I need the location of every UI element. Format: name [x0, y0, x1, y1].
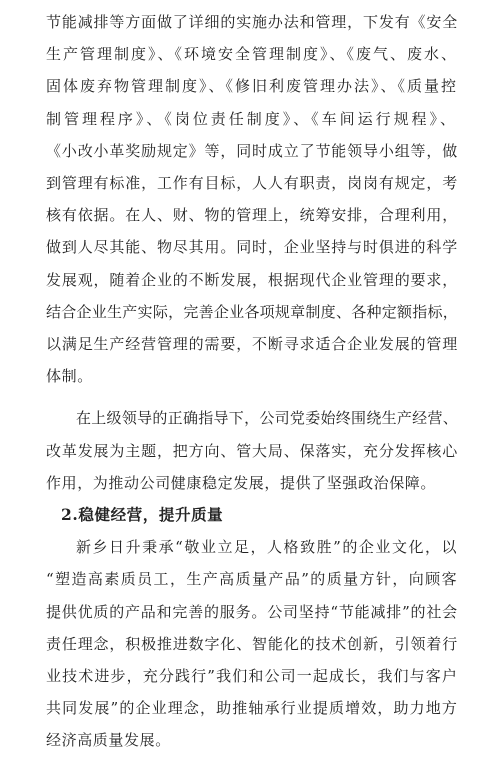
- text-line: 改革发展为主题，把方向、管大局、保落实，充分发挥核心: [46, 441, 459, 460]
- text-line: 经济高质量发展。: [46, 731, 171, 750]
- text-line: 生产管理制度》、《环境安全管理制度》、《废气、废水、: [46, 45, 459, 64]
- text-line: 《小改小革奖励规定》等，同时成立了节能领导小组等，做: [46, 141, 459, 160]
- text-line: 新乡日升秉承“敬业立足，人格致胜”的企业文化，以: [76, 538, 459, 557]
- paragraph-spacer: [46, 392, 458, 402]
- text-line: 体制。: [46, 367, 93, 386]
- text-line: 在上级领导的正确指导下，公司党委始终围绕生产经营、: [76, 409, 459, 428]
- text-line: 固体废弃物管理制度》、《修旧利废管理办法》、《质量控: [46, 77, 459, 96]
- document-page: [46, 6, 458, 757]
- text-line: 以满足生产经营管理的需要，不断寻求适合企业发展的管理: [46, 335, 459, 354]
- text-line: 制管理程序》、《岗位责任制度》、《车间运行规程》、: [46, 109, 459, 128]
- text-line: 到管理有标准，工作有目标，人人有职责，岗岗有规定，考: [46, 174, 459, 193]
- text-line: 节能减排等方面做了详细的实施办法和管理，下发有《安全: [46, 13, 459, 31]
- text-line: 作用，为推动公司健康稳定发展，提供了坚强政治保障。: [46, 473, 437, 492]
- text-line: 结合企业生产实际，完善企业各项规章制度、各种定额指标，: [46, 302, 459, 321]
- section-heading: 2.稳健经营，提升质量: [61, 505, 224, 525]
- text-line: 共同发展”的企业理念，助推轴承行业提质增效，助力地方: [46, 699, 459, 718]
- text-line: 核有依据。在人、财、物的管理上，统筹安排，合理利用，: [46, 206, 459, 225]
- text-line: 做到人尽其能、物尽其用。同时，企业坚持与时俱进的科学: [46, 238, 459, 257]
- paragraph-party-committee: [46, 402, 458, 499]
- text-line: 业技术进步，充分践行”我们和公司一起成长，我们与客户: [46, 667, 459, 686]
- text-line: 提供优质的产品和完善的服务。公司坚持“节能减排”的社会: [46, 602, 458, 621]
- paragraph-corporate-culture: [46, 531, 458, 756]
- text-line: “塑造高素质员工，生产高质量产品”的质量方针，向顾客: [46, 570, 458, 589]
- text-line: 责任理念，积极推进数字化、智能化的技术创新，引领着行: [46, 634, 459, 653]
- text-line: 发展观，随着企业的不断发展，根据现代企业管理的要求，: [46, 270, 459, 289]
- paragraph-management-system: [46, 6, 458, 392]
